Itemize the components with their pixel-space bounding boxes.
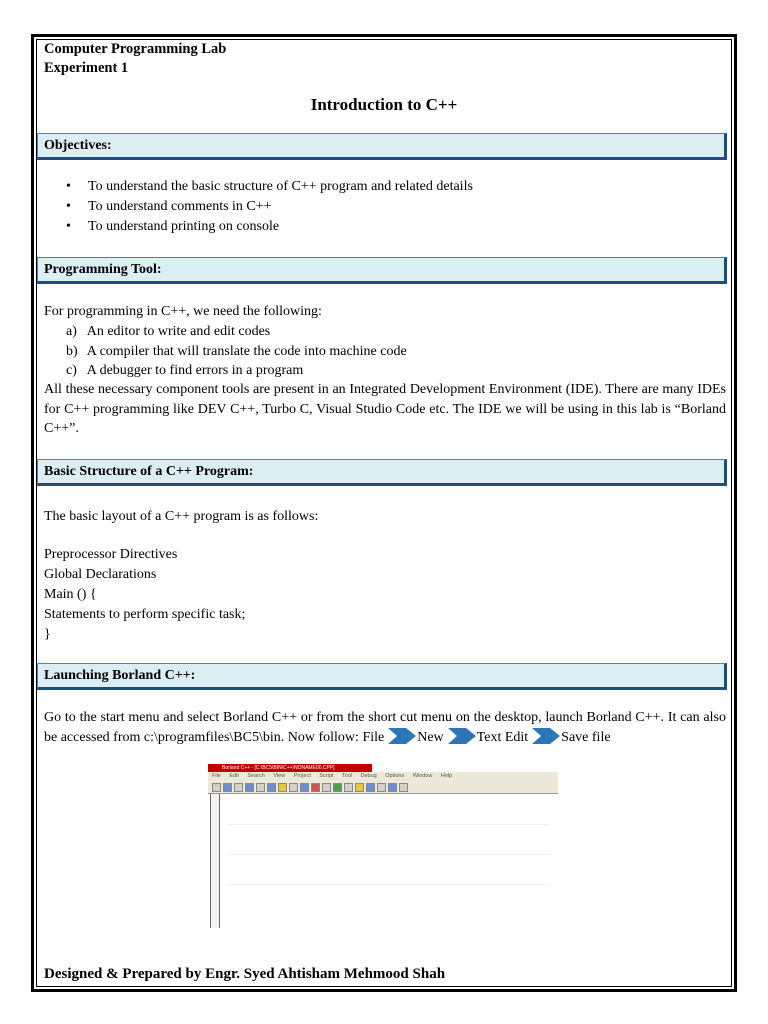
- step-new: New: [417, 729, 444, 745]
- toolbar-icon: [399, 783, 408, 792]
- toolbar-icon: [322, 783, 331, 792]
- ide-menu-item: Project: [293, 773, 311, 779]
- ide-title-bar: Borland C++ - [C:\BC5\BIN\C++\NONAME00.CPP]: [208, 764, 372, 772]
- tool-list: [66, 322, 407, 381]
- chevron-right-icon: [532, 728, 560, 744]
- footer-credit: Designed & Prepared by Engr. Syed Ahtisham Mehmood Shah: [44, 966, 446, 982]
- ide-menu-item: File: [212, 773, 221, 779]
- toolbar-icon: [212, 783, 221, 792]
- ide-menu-item: Window: [412, 773, 433, 779]
- section-heading-programming-tool: Programming Tool:: [37, 257, 727, 284]
- code-line: Main () {: [44, 587, 97, 602]
- toolbar-icon: [311, 783, 320, 792]
- launch-paragraph: Go to the start menu and select Borland C++ or from the short cut menu on the desktop, launch Borland C++. It can also be accessed from c:\programfiles\BC5\bin. Now follow: File New Text Edit Save file: [44, 710, 726, 745]
- toolbar-icon: [333, 783, 342, 792]
- document-header: [44, 40, 226, 78]
- toolbar-icon: [366, 783, 375, 792]
- structure-intro: The basic layout of a C++ program is as follows:: [44, 509, 319, 524]
- list-item: • To understand the basic structure of C++ program and related details: [66, 177, 473, 197]
- objectives-list: [66, 177, 473, 237]
- editor-line: [228, 824, 550, 825]
- code-line: Global Declarations: [44, 567, 157, 582]
- list-item: • To understand comments in C++: [66, 197, 473, 217]
- code-layout: [44, 545, 726, 645]
- ide-menu-bar: [208, 772, 558, 781]
- page-title: Introduction to C++: [310, 95, 458, 114]
- list-item: c) A debugger to find errors in a program: [66, 363, 304, 378]
- ide-menu-item: Debug: [360, 773, 377, 779]
- ide-menu-item: Help: [440, 773, 453, 779]
- list-item: a) An editor to write and edit codes: [66, 324, 271, 339]
- toolbar-icon: [289, 783, 298, 792]
- toolbar-icon: [388, 783, 397, 792]
- toolbar-icon: [223, 783, 232, 792]
- toolbar-icon: [245, 783, 254, 792]
- ide-menu-item: Tool: [341, 773, 352, 779]
- toolbar-icon: [355, 783, 364, 792]
- toolbar-icon: [300, 783, 309, 792]
- tool-paragraph: All these necessary component tools are present in an Integrated Development Environment (IDE). There are many IDEs for C++ programming like DEV C++, Turbo C, Visual Studio Code etc. The IDE we will be using in this lab is “Borland C++”.: [44, 382, 726, 436]
- step-text-edit: Text Edit: [476, 729, 529, 745]
- ide-menu-item: Search: [247, 773, 265, 779]
- toolbar-icon: [234, 783, 243, 792]
- section-heading-launching-borland: Launching Borland C++:: [37, 663, 727, 690]
- code-line: Statements to perform specific task;: [44, 607, 246, 622]
- ide-menu-item: Options: [385, 773, 405, 779]
- code-line: }: [44, 627, 51, 642]
- ide-menu-item: View: [273, 773, 286, 779]
- tool-intro: For programming in C++, we need the following:: [44, 304, 322, 319]
- ide-menu-item: Script: [319, 773, 334, 779]
- editor-line: [228, 854, 550, 855]
- code-line: Preprocessor Directives: [44, 547, 178, 562]
- toolbar-icon: [344, 783, 353, 792]
- borland-ide-screenshot: [208, 764, 558, 930]
- toolbar-icon: [278, 783, 287, 792]
- editor-line: [228, 884, 550, 885]
- list-item: • To understand printing on console: [66, 217, 473, 237]
- experiment-number: Experiment 1: [44, 60, 129, 76]
- ide-toolbar: [208, 781, 558, 794]
- section-heading-objectives: Objectives:: [37, 133, 727, 160]
- list-item: b) A compiler that will translate the code into machine code: [66, 343, 407, 359]
- chevron-right-icon: [448, 728, 476, 744]
- step-file: File: [362, 729, 385, 745]
- toolbar-icon: [256, 783, 265, 792]
- step-save-file: Save file: [561, 729, 611, 745]
- section-heading-basic-structure: Basic Structure of a C++ Program:: [37, 459, 727, 486]
- ide-gutter: [210, 794, 220, 928]
- course-name: Computer Programming Lab: [44, 41, 227, 57]
- toolbar-icon: [267, 783, 276, 792]
- ide-editor-area: [208, 794, 558, 930]
- ide-menu-item: Edit: [229, 773, 239, 779]
- chevron-right-icon: [388, 728, 416, 744]
- toolbar-icon: [377, 783, 386, 792]
